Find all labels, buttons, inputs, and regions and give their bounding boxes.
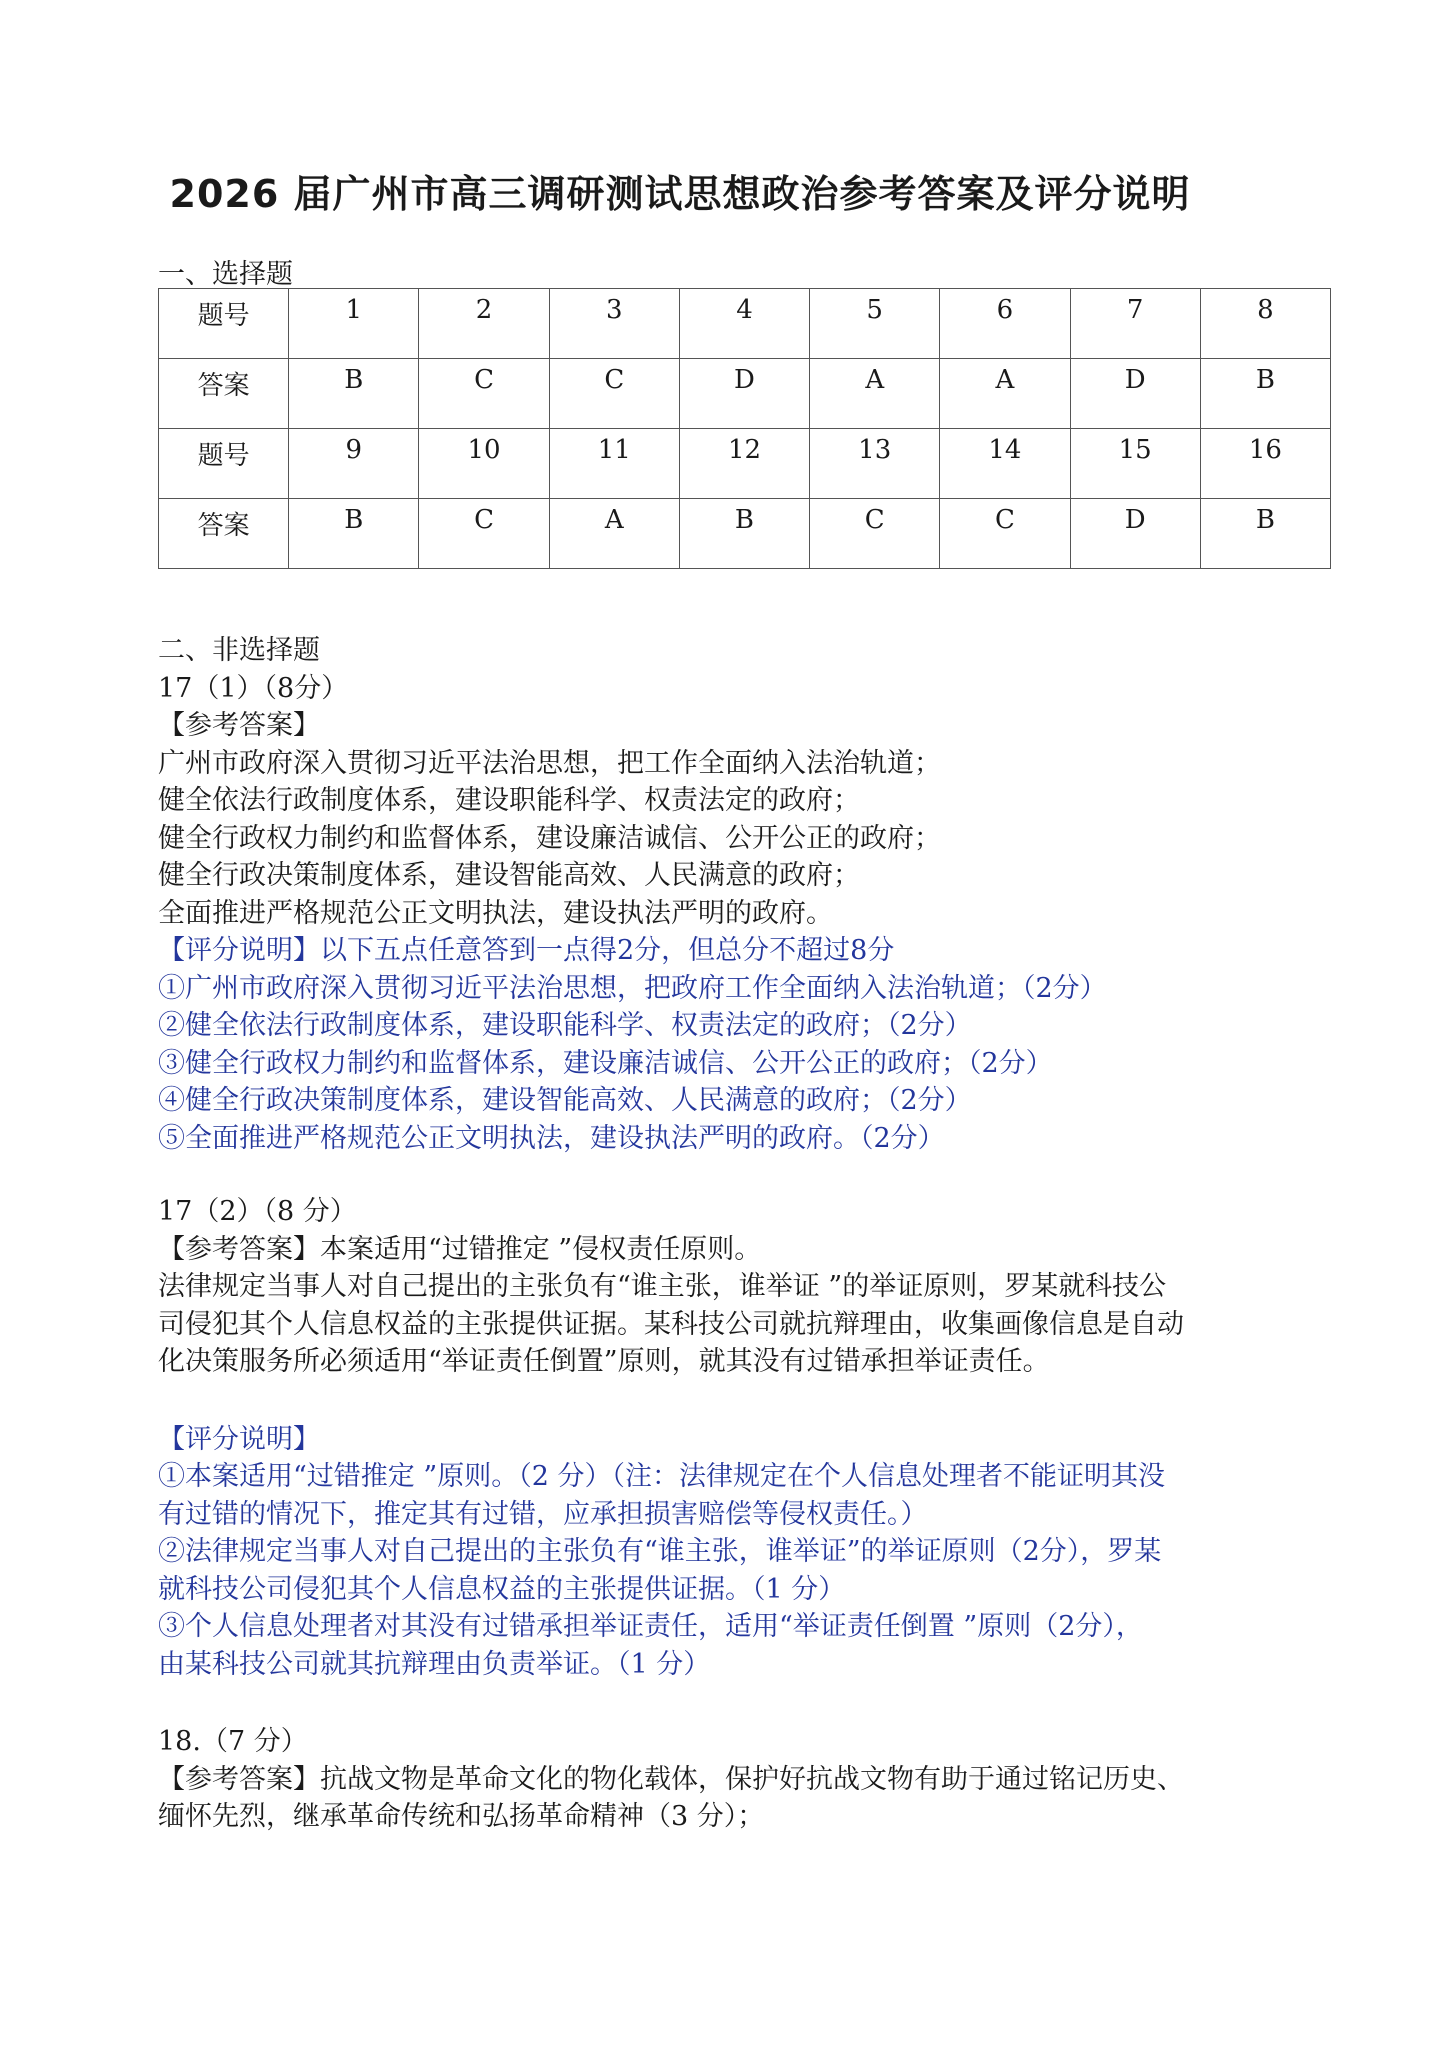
- table-row: [159, 289, 1331, 359]
- table-cell: A: [940, 359, 1070, 429]
- table-cell: 6: [940, 289, 1070, 359]
- table-cell: D: [679, 359, 809, 429]
- table-row: [159, 359, 1331, 429]
- section-heading-choice: 一、选择题: [158, 259, 293, 290]
- q17-2-scoring-head: 【评分说明】: [158, 1423, 320, 1455]
- q17-1-scoring-block: [158, 970, 1318, 1158]
- table-cell: 1: [289, 289, 419, 359]
- answer-line: 全面推进严格规范公正文明执法，建设执法严明的政府。: [158, 897, 833, 929]
- table-row: [159, 429, 1331, 499]
- scoring-line: 有过错的情况下，推定其有过错，应承担损害赔偿等侵权责任。）: [158, 1498, 928, 1530]
- table-cell: 13: [810, 429, 940, 499]
- q17-1-header: 17（1）（8分）: [158, 672, 349, 704]
- scoring-line: 由某科技公司就其抗辩理由负责举证。（1 分）: [158, 1648, 711, 1680]
- table-cell: C: [419, 359, 549, 429]
- q17-2-scoring-block: [158, 1458, 1318, 1683]
- answer-table: [158, 288, 1331, 569]
- table-cell: D: [1070, 359, 1200, 429]
- scoring-line: ②健全依法行政制度体系，建设职能科学、权责法定的政府；（2分）: [158, 1010, 972, 1041]
- answer-line: 广州市政府深入贯彻习近平法治思想，把工作全面纳入法治轨道；: [158, 747, 941, 779]
- table-cell: 12: [679, 429, 809, 499]
- answer-line: 法律规定当事人对自己提出的主张负有“谁主张，谁举证 ”的举证原则，罗某就科技公: [158, 1271, 1167, 1302]
- q17-1-scoring-head: 【评分说明】以下五点任意答到一点得2分，但总分不超过8分: [158, 935, 895, 966]
- table-cell: A: [549, 499, 679, 569]
- table-cell: 9: [289, 429, 419, 499]
- table-cell: B: [1200, 499, 1330, 569]
- table-cell: B: [289, 359, 419, 429]
- q18-answer-block: [158, 1761, 1318, 1836]
- q18-header: 18.（7 分）: [158, 1726, 308, 1757]
- scoring-line: ②法律规定当事人对自己提出的主张负有“谁主张，谁举证”的举证原则（2分），罗某: [158, 1536, 1162, 1567]
- answer-line: 健全行政决策制度体系，建设智能高效、人民满意的政府；: [158, 860, 860, 891]
- scoring-line: 就科技公司侵犯其个人信息权益的主张提供证据。（1 分）: [158, 1573, 846, 1605]
- table-cell: B: [1200, 359, 1330, 429]
- table-row-label: 题号: [159, 289, 289, 359]
- table-cell: C: [549, 359, 679, 429]
- answer-line: 【参考答案】抗战文物是革命文化的物化载体，保护好抗战文物有助于通过铭记历史、: [158, 1763, 1184, 1795]
- page-title: 2026 届广州市高三调研测试思想政治参考答案及评分说明: [169, 172, 1191, 216]
- table-cell: C: [419, 499, 549, 569]
- table-cell: 2: [419, 289, 549, 359]
- answer-line: 健全行政权力制约和监督体系，建设廉洁诚信、公开公正的政府；: [158, 822, 941, 854]
- answer-line: 健全依法行政制度体系，建设职能科学、权责法定的政府；: [158, 785, 860, 816]
- scoring-line: ①广州市政府深入贯彻习近平法治思想，把政府工作全面纳入法治轨道；（2分）: [158, 972, 1107, 1004]
- q17-2-answer-block: [158, 1268, 1318, 1381]
- table-cell: C: [940, 499, 1070, 569]
- q17-1-ref-label: 【参考答案】: [158, 710, 320, 741]
- table-cell: B: [289, 499, 419, 569]
- scoring-line: ③健全行政权力制约和监督体系，建设廉洁诚信、公开公正的政府；（2分）: [158, 1047, 1053, 1079]
- table-row: [159, 499, 1331, 569]
- answer-line: 缅怀先烈，继承革命传统和弘扬革命精神（3 分）；: [158, 1801, 765, 1832]
- table-cell: 8: [1200, 289, 1330, 359]
- table-row-label: 答案: [159, 499, 289, 569]
- scoring-line: ④健全行政决策制度体系，建设智能高效、人民满意的政府；（2分）: [158, 1085, 972, 1116]
- q17-2-ref-line: 【参考答案】本案适用“过错推定 ”侵权责任原则。: [158, 1233, 762, 1265]
- table-cell: D: [1070, 499, 1200, 569]
- answer-line: 司侵犯其个人信息权益的主张提供证据。某科技公司就抗辩理由，收集画像信息是自动: [158, 1308, 1184, 1340]
- table-cell: B: [679, 499, 809, 569]
- q17-2-header: 17（2）（8 分）: [158, 1196, 357, 1227]
- table-cell: A: [810, 359, 940, 429]
- scoring-line: ⑤全面推进严格规范公正文明执法，建设执法严明的政府。（2分）: [158, 1122, 945, 1154]
- table-cell: 16: [1200, 429, 1330, 499]
- table-cell: 4: [679, 289, 809, 359]
- table-cell: 14: [940, 429, 1070, 499]
- answer-line: 化决策服务所必须适用“举证责任倒置”原则，就其没有过错承担举证责任。: [158, 1346, 1050, 1377]
- table-cell: 11: [549, 429, 679, 499]
- table-cell: 10: [419, 429, 549, 499]
- q17-1-answer-block: [158, 745, 1318, 933]
- table-cell: 15: [1070, 429, 1200, 499]
- table-cell: 7: [1070, 289, 1200, 359]
- table-cell: 3: [549, 289, 679, 359]
- scoring-line: ①本案适用“过错推定 ”原则。（2 分）（注：法律规定在个人信息处理者不能证明其没: [158, 1461, 1165, 1492]
- table-cell: C: [810, 499, 940, 569]
- table-cell: 5: [810, 289, 940, 359]
- table-row-label: 答案: [159, 359, 289, 429]
- non-choice-section: [158, 632, 1318, 1836]
- scoring-line: ③个人信息处理者对其没有过错承担举证责任，适用“举证责任倒置 ”原则（2分），: [158, 1611, 1143, 1642]
- section-heading-nonchoice: 二、非选择题: [158, 635, 320, 666]
- table-row-label: 题号: [159, 429, 289, 499]
